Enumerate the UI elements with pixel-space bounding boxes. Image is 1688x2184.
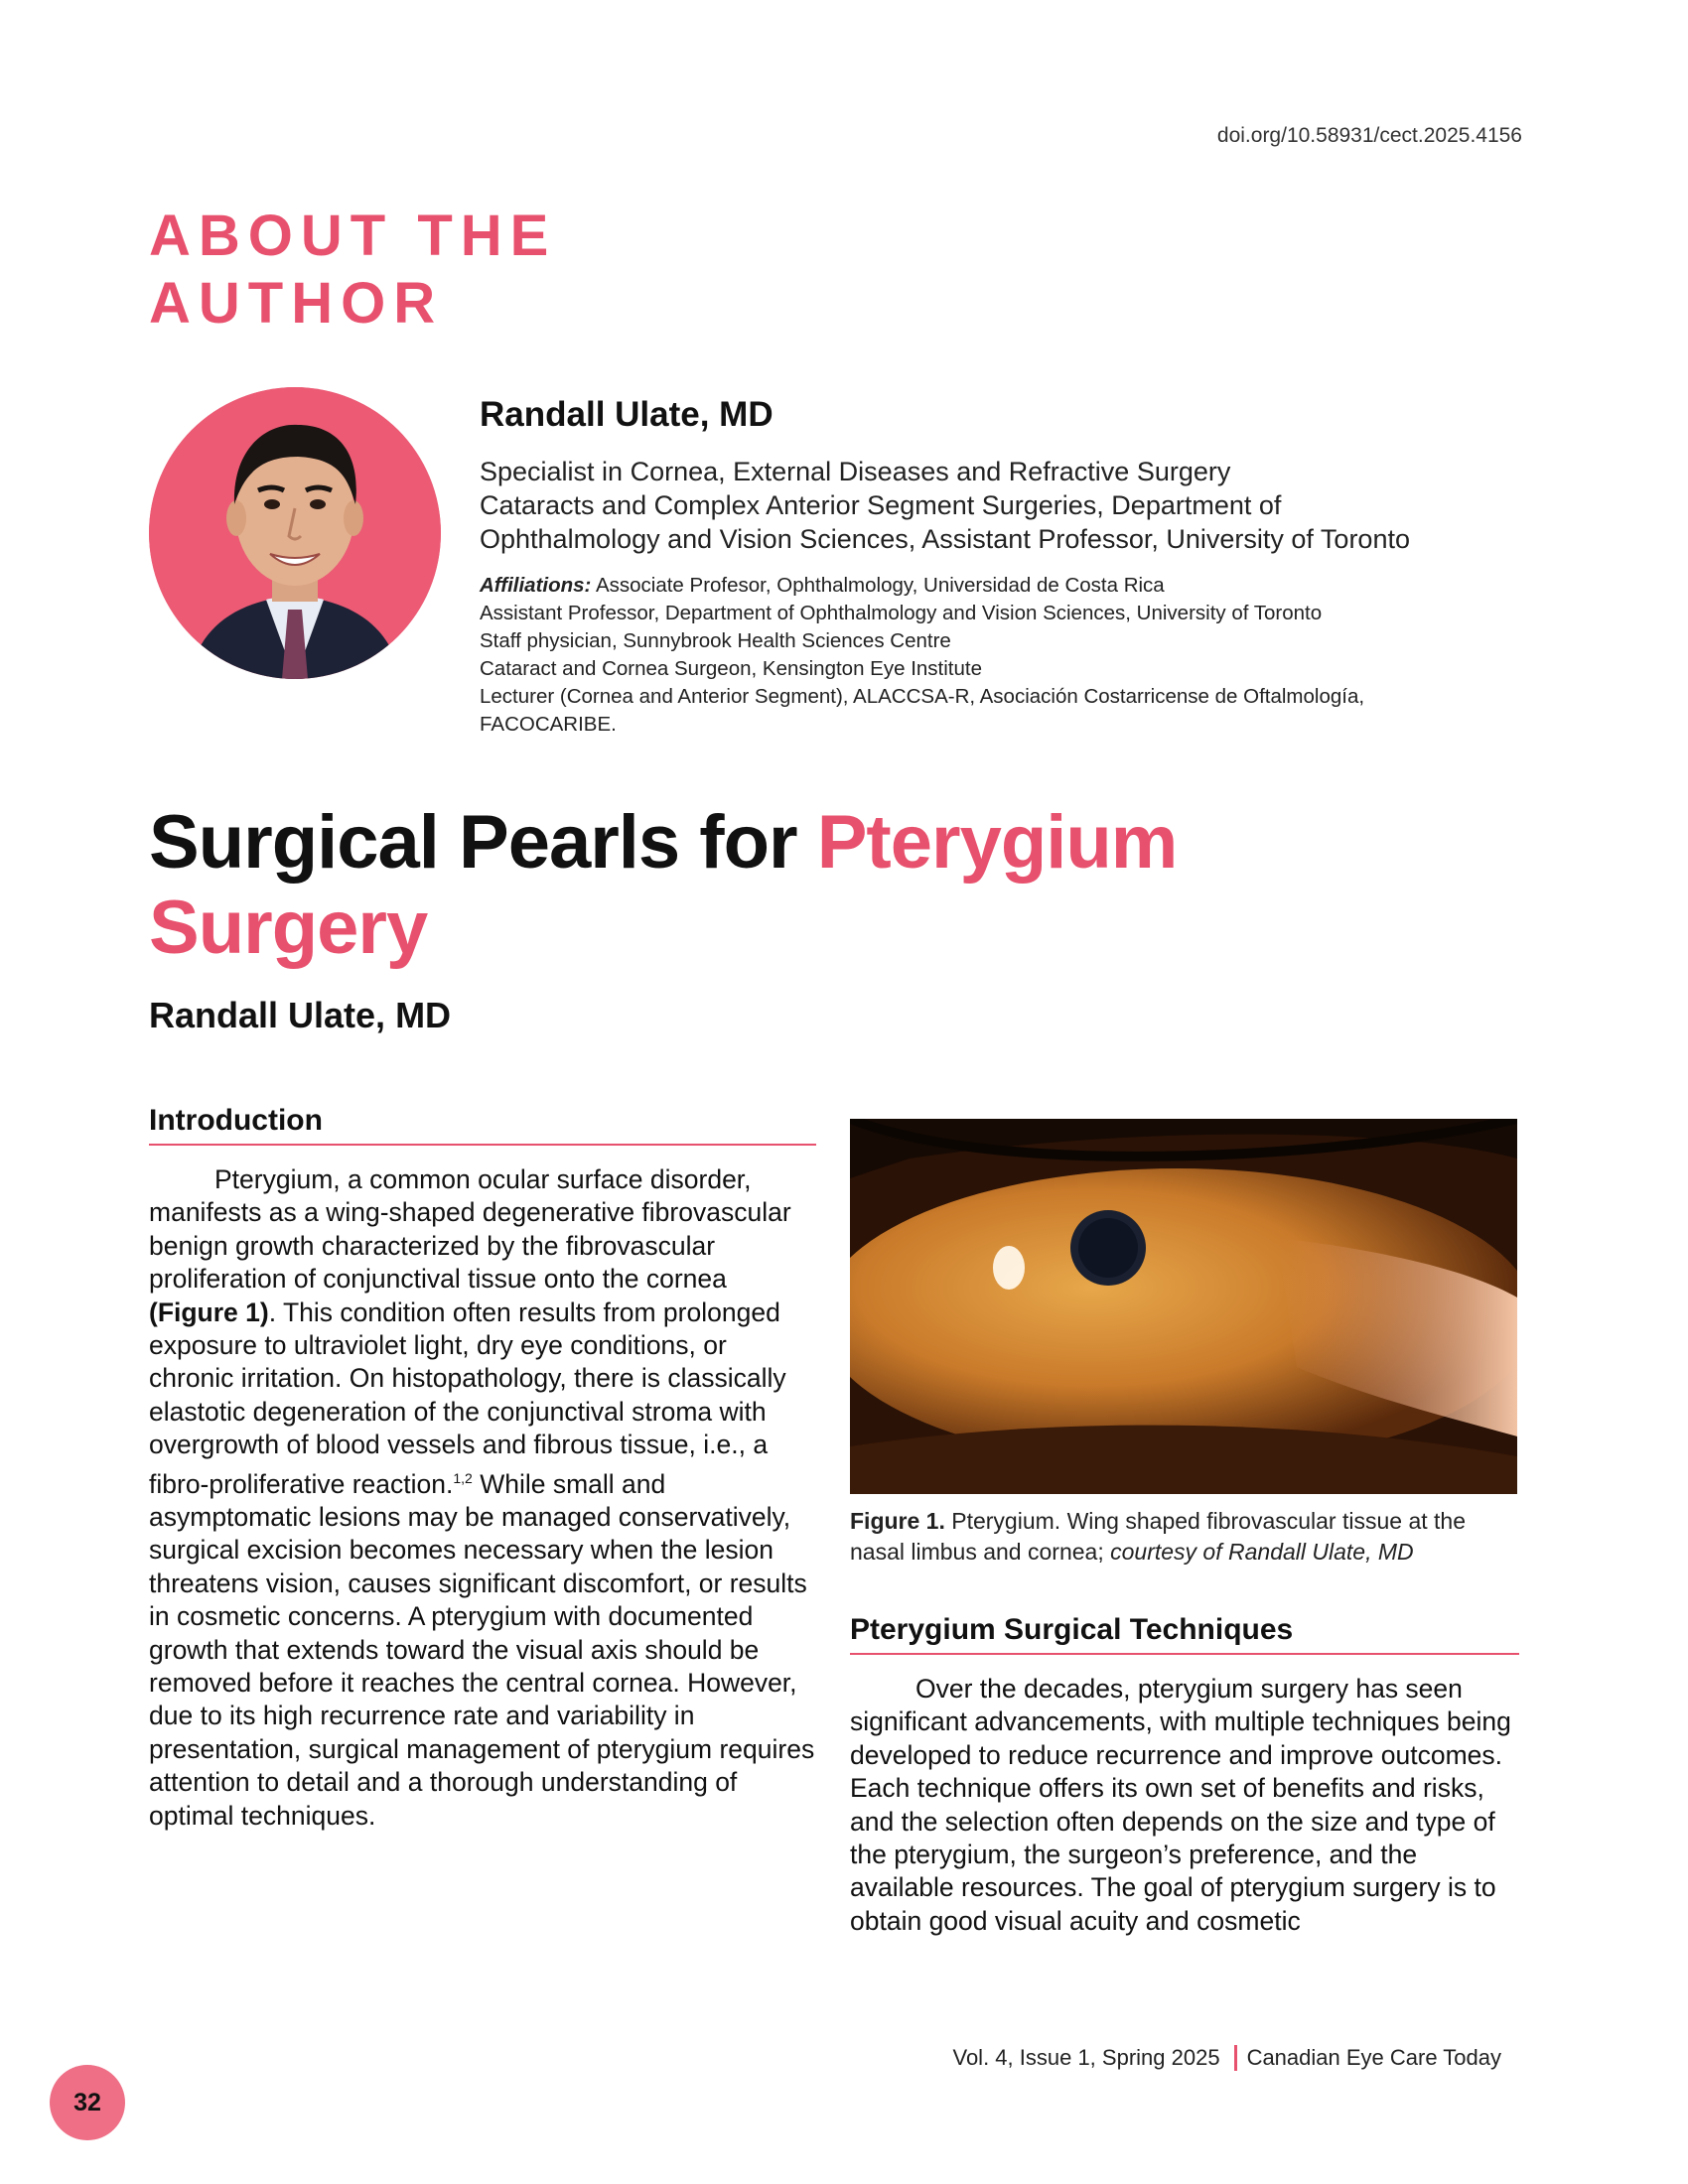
author-credentials	[480, 455, 1532, 556]
citation-refs[interactable]: 1,2	[453, 1469, 473, 1486]
doi-link[interactable]: doi.org/10.58931/cect.2025.4156	[1216, 124, 1522, 147]
intro-text: Pterygium, a common ocular surface disorder, manifests as a wing-shaped degenerative fibrovascular benign growth characterized by the fibrovascular proliferation of conjunctival tissue onto the cornea	[149, 1164, 791, 1295]
author-credentials-line: Ophthalmology and Vision Sciences, Assistant Professor, University of Toronto	[480, 524, 1410, 554]
author-photo	[149, 387, 441, 679]
author-portrait-image	[149, 387, 441, 679]
journal-name: Canadian Eye Care Today	[1246, 2045, 1501, 2070]
intro-text: While small and asymptomatic lesions may be managed conservatively, surgical excision becomes necessary when the lesion threatens vision, causes significant discomfort, or results in cosmetic concerns. A pterygium with documented growth that extends toward the visual axis should be removed before it reaches the central cornea. However, due to its high recurrence rate and variability in presentation, surgical management of pterygium requires attention to detail and a thorough understanding of optimal techniques.	[149, 1468, 815, 1831]
section-heading-techniques: Pterygium Surgical Techniques	[850, 1613, 1519, 1655]
author-credentials-line: Cataracts and Complex Anterior Segment Surgeries, Department of	[480, 490, 1282, 520]
figure-1-caption	[850, 1506, 1519, 1568]
caption-credit: courtesy of Randall Ulate, MD	[1110, 1539, 1414, 1565]
issue-info: Vol. 4, Issue 1, Spring 2025	[952, 2045, 1220, 2070]
right-column	[850, 1119, 1519, 1938]
article-title-part: Surgical Pearls for	[149, 800, 817, 885]
author-name: Randall Ulate, MD	[480, 395, 774, 434]
intro-text: . This condition often results from prolonged exposure to ultraviolet light, dry eye conditions, or chronic irritation. On histopathology, there is classically elastotic degeneration of the conjunctival stroma with overgrowth of blood vessels and fibrous tissue, i.e., a fibro-proliferative reaction.	[149, 1297, 786, 1499]
about-heading-line2: AUTHOR	[149, 271, 444, 336]
article-byline: Randall Ulate, MD	[149, 995, 452, 1035]
author-affiliations	[480, 572, 1532, 739]
figure-1-image	[850, 1119, 1517, 1494]
page-number: 32	[50, 2065, 125, 2140]
affiliation-item: Staff physician, Sunnybrook Health Sciences Centre	[480, 629, 951, 652]
techniques-paragraph: Over the decades, pterygium surgery has seen significant advancements, with multiple techniques being developed to reduce recurrence and improve outcomes. Each technique offers its own set of benefits and risks, and the selection often depends on the size and type of the pterygium, the surgeon’s preference, and the available resources. The goal of pterygium surgery is to obtain good visual acuity and cosmetic	[850, 1674, 1511, 1936]
affiliation-item: FACOCARIBE.	[480, 713, 617, 736]
article-title-accent: Surgery	[149, 886, 428, 970]
affiliation-item: Cataract and Cornea Surgeon, Kensington Eye Institute	[480, 657, 982, 680]
figure-reference-link[interactable]: (Figure 1)	[149, 1297, 269, 1327]
left-column	[149, 1104, 816, 1833]
pterygium-eye-photo	[850, 1119, 1517, 1494]
caption-text: Pterygium. Wing shaped fibrovascular tissue at the nasal limbus and cornea;	[850, 1508, 1466, 1565]
author-bio	[480, 395, 1532, 739]
about-author-heading	[149, 203, 556, 338]
affiliation-item: Lecturer (Cornea and Anterior Segment), ALACCSA-R, Asociación Costarricense de Oftalmología,	[480, 685, 1365, 708]
article-title-accent: Pterygium	[816, 800, 1178, 885]
introduction-paragraph	[149, 1163, 816, 1833]
about-heading-line1: ABOUT THE	[149, 204, 557, 268]
author-credentials-line: Specialist in Cornea, External Diseases and Refractive Surgery	[480, 457, 1231, 486]
footer-separator	[1234, 2045, 1237, 2071]
affiliation-item: Assistant Professor, Department of Ophthalmology and Vision Sciences, University of Toronto	[480, 602, 1323, 624]
affiliations-label: Affiliations:	[480, 574, 592, 597]
figure-label: Figure 1.	[850, 1508, 945, 1534]
affiliation-item: Associate Profesor, Ophthalmology, Universidad de Costa Rica	[595, 574, 1165, 597]
section-heading-introduction: Introduction	[149, 1104, 816, 1146]
article-title	[149, 800, 1340, 971]
page-footer	[952, 2045, 1501, 2071]
